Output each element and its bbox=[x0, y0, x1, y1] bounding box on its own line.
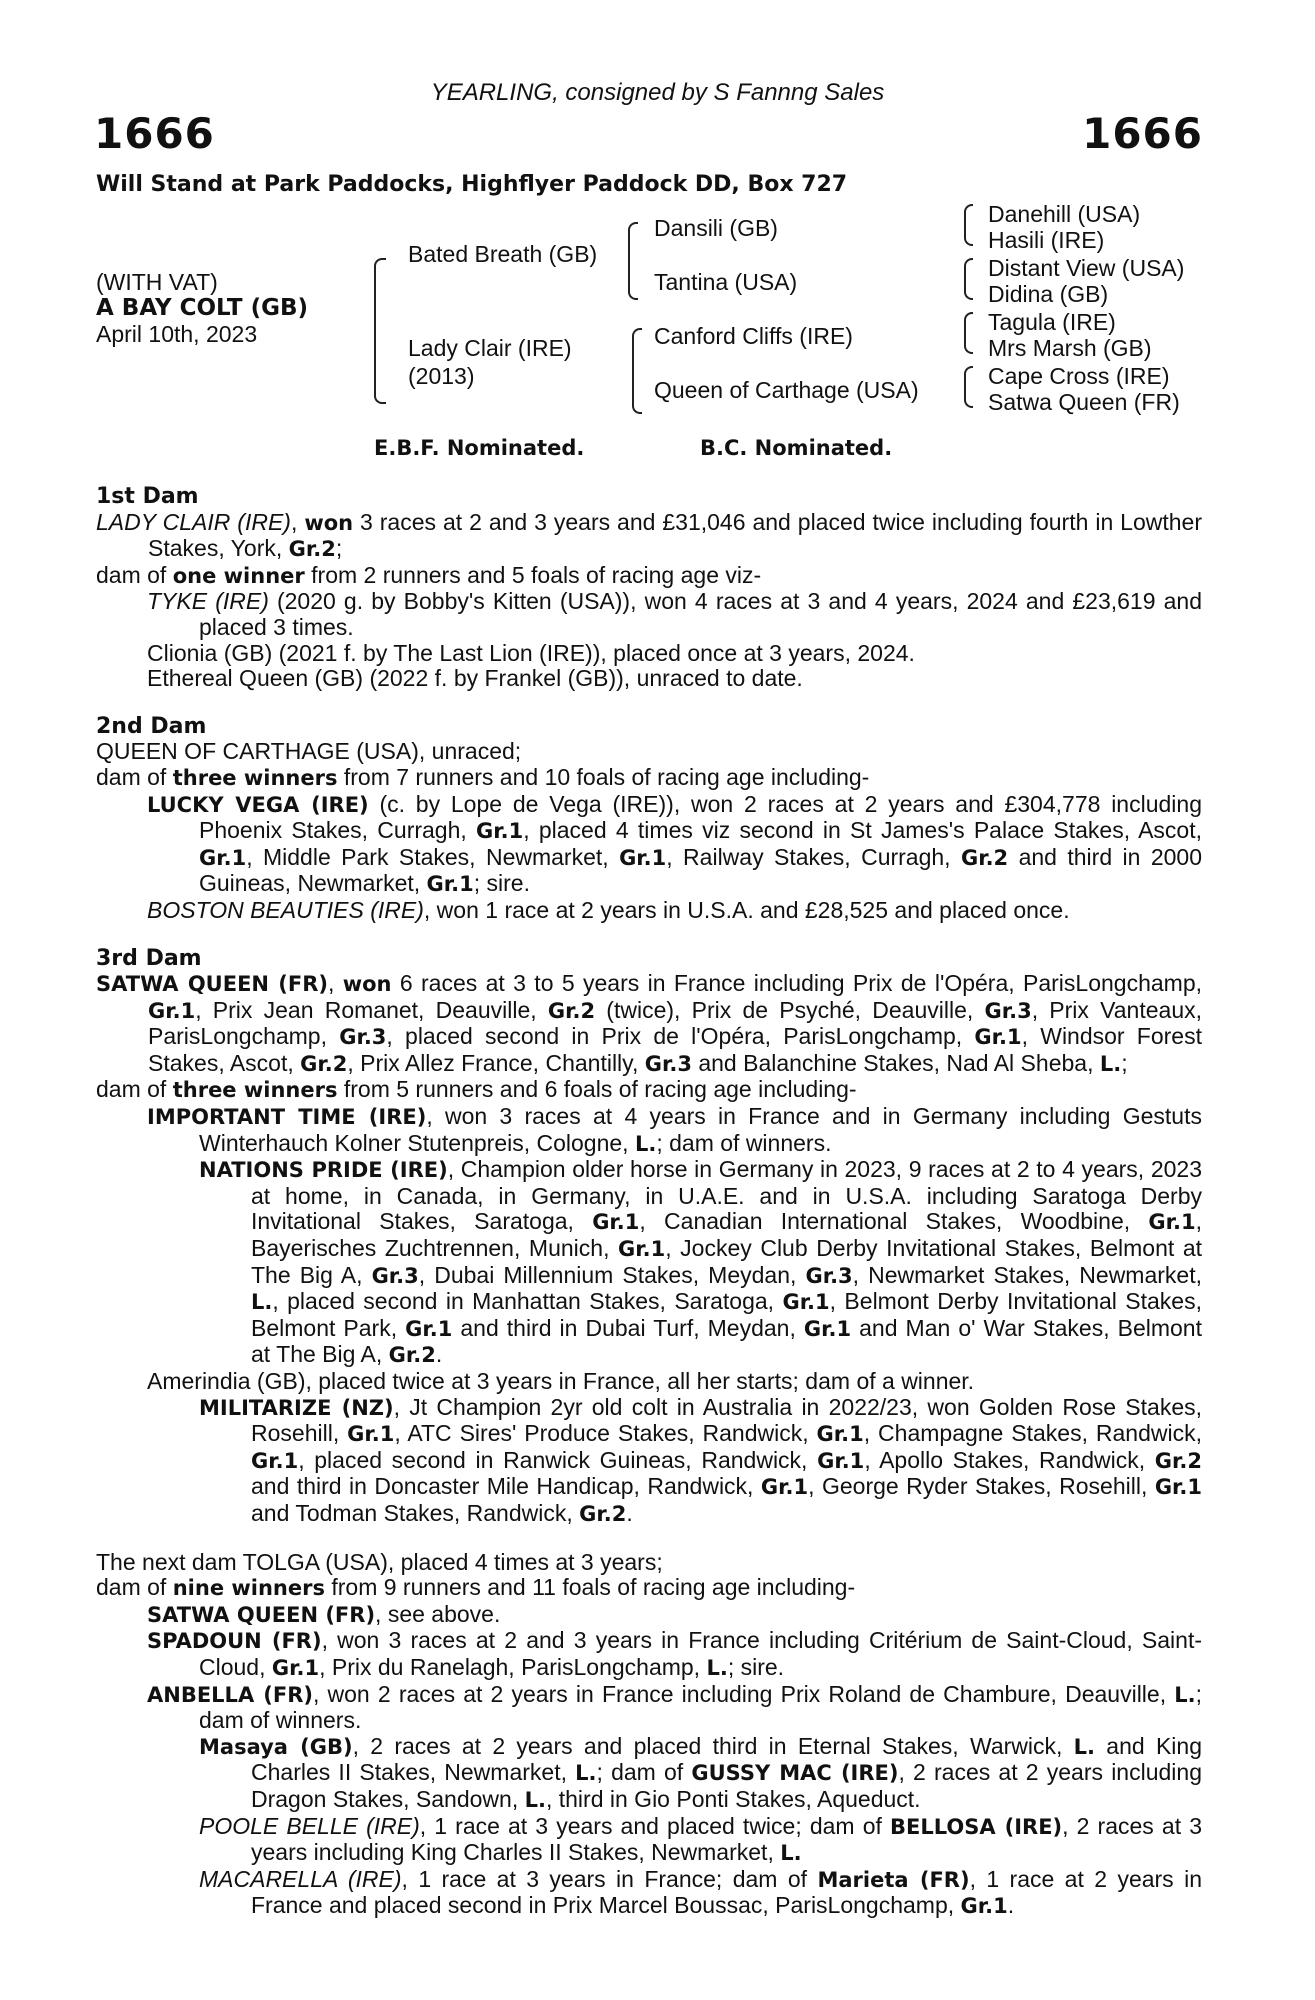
next-dam-produce-summary: dam of nine winners from 9 runners and 11 foals of racing age including- bbox=[96, 1574, 856, 1601]
produce-spadoun: SPADOUN (FR), won 3 races at 2 and 3 years in France including Critérium de Saint-Cloud, Saint-Cloud, Gr.1, Prix du Ranelagh, ParisLongchamp, L.; sire. bbox=[147, 1627, 1202, 1680]
first-dam-heading: 1st Dam bbox=[96, 484, 199, 509]
pedigree-dam-year: (2013) bbox=[408, 363, 475, 389]
horse-name: A BAY COLT (GB) bbox=[96, 295, 309, 321]
second-dam-record: QUEEN OF CARTHAGE (USA), unraced; bbox=[96, 738, 522, 765]
pedigree-sire: Bated Breath (GB) bbox=[408, 241, 598, 267]
produce-militarize: MILITARIZE (NZ), Jt Champion 2yr old colt in Australia in 2022/23, won Golden Rose Stakes, Rosehill, Gr.1, ATC Sires' Produce Stakes, Randwick, Gr.1, Champagne Stakes, Randwick, Gr.1, placed second in Ranwick Guineas, Randwick, Gr.1, Apollo Stakes, Randwick, Gr.2 and third in Doncaster Mile Handicap, Randwick, Gr.1, George Ryder Stakes, Rosehill, Gr.1 and Todman Stakes, Randwick, Gr.2. bbox=[199, 1393, 1203, 1526]
produce-masaya: Masaya (GB), 2 races at 2 years and placed third in Eternal Stakes, Warwick, L. and King Charles II Stakes, Newmarket, L.; dam of GUSSY MAC (IRE), 2 races at 2 years including Dragon Stakes, Sandown, L., third in Gio Ponti Stakes, Aqueduct. bbox=[199, 1732, 1202, 1812]
produce-ethereal-queen: Ethereal Queen (GB) (2022 f. by Frankel (GB)), unraced to date. bbox=[147, 665, 803, 692]
lot-number-left: 1666 bbox=[94, 109, 215, 158]
pedigree-dam-dam: Queen of Carthage (USA) bbox=[654, 377, 919, 403]
brace-g4 bbox=[964, 366, 973, 408]
second-dam-produce-summary: dam of three winners from 7 runners and 10 foals of racing age including- bbox=[96, 763, 870, 790]
produce-nations-pride: NATIONS PRIDE (IRE), Champion older horse in Germany in 2023, 9 races at 2 to 4 years, 2023 at home, in Canada, in Germany, in U.A.E. and in U.S.A. including Saratoga Derby Invitational Stakes, Saratoga, Gr.1, Canadian International Stakes, Woodbine, Gr.1, Bayerisches Zuchtrennen, Munich, Gr.1, Jockey Club Derby Invitational Stakes, Belmont at The Big A, Gr.3, Dubai Millennium Stakes, Meydan, Gr.3, Newmarket Stakes, Newmarket, L., placed second in Manhattan Stakes, Saratoga, Gr.1, Belmont Derby Invitational Stakes, Belmont Park, Gr.1 and third in Dubai Turf, Meydan, Gr.1 and Man o' War Stakes, Belmont at The Big A, Gr.2. bbox=[199, 1156, 1203, 1368]
pedigree-sdd: Didina (GB) bbox=[988, 281, 1109, 307]
produce-macarella: MACARELLA (IRE), 1 race at 3 years in France; dam of Marieta (FR), 1 race at 2 years in France and placed second in Prix Marcel Boussac, ParisLongchamp, Gr.1. bbox=[199, 1865, 1202, 1919]
brace-g2 bbox=[964, 258, 973, 300]
third-dam-produce-summary: dam of three winners from 5 runners and 6 foals of racing age including- bbox=[96, 1076, 857, 1103]
pedigree-sire-dam: Tantina (USA) bbox=[654, 269, 798, 295]
bc-nomination: B.C. Nominated. bbox=[700, 436, 893, 460]
ebf-nomination: E.B.F. Nominated. bbox=[374, 436, 585, 460]
pedigree-sss: Danehill (USA) bbox=[988, 201, 1141, 227]
lot-number-right: 1666 bbox=[1082, 109, 1203, 158]
vat-note: (WITH VAT) bbox=[96, 269, 218, 295]
second-dam-heading: 2nd Dam bbox=[96, 713, 207, 739]
produce-satwa-queen: SATWA QUEEN (FR), see above. bbox=[147, 1600, 501, 1627]
pedigree-ddd: Satwa Queen (FR) bbox=[988, 389, 1180, 415]
pedigree-dam: Lady Clair (IRE) bbox=[408, 335, 572, 361]
produce-clionia: Clionia (GB) (2021 f. by The Last Lion (IRE)), placed once at 3 years, 2024. bbox=[147, 639, 915, 666]
first-dam-record: LADY CLAIR (IRE), won 3 races at 2 and 3 years and £31,046 and placed twice including fourth in Lowther Stakes, York, Gr.2; bbox=[96, 508, 1202, 562]
pedigree-dam-sire: Canford Cliffs (IRE) bbox=[654, 323, 853, 349]
catalogue-body bbox=[96, 484, 1202, 1920]
pedigree-dss: Tagula (IRE) bbox=[988, 309, 1116, 335]
brace-dam-parents bbox=[632, 328, 642, 414]
pedigree-sire-sire: Dansili (GB) bbox=[654, 215, 778, 241]
pedigree-ssd: Hasili (IRE) bbox=[988, 227, 1105, 253]
pedigree-sds: Distant View (USA) bbox=[988, 255, 1185, 281]
first-dam-produce-summary: dam of one winner from 2 runners and 5 foals of racing age viz- bbox=[96, 561, 762, 588]
brace-sire-parents bbox=[628, 222, 638, 300]
stabling-location: Will Stand at Park Paddocks, Highflyer Paddock DD, Box 727 bbox=[96, 172, 848, 197]
produce-important-time: IMPORTANT TIME (IRE), won 3 races at 4 years in France and in Germany including Gestuts Winterhauch Kolner Stutenpreis, Cologne, L.; dam of winners. bbox=[147, 1103, 1202, 1156]
brace-g3 bbox=[964, 312, 973, 354]
next-dam-record: The next dam TOLGA (USA), placed 4 times at 3 years; bbox=[96, 1548, 663, 1575]
produce-lucky-vega: LUCKY VEGA (IRE) (c. by Lope de Vega (IRE)), won 2 races at 2 years and £304,778 including Phoenix Stakes, Curragh, Gr.1, placed 4 times viz second in St James's Palace Stakes, Ascot, Gr.1, Middle Park Stakes, Newmarket, Gr.1, Railway Stakes, Curragh, Gr.2 and third in 2000 Guineas, Newmarket, Gr.1; sire. bbox=[147, 790, 1202, 897]
consignment-subtitle: YEARLING, consigned by S Fannng Sales bbox=[430, 79, 885, 106]
brace-g1 bbox=[964, 204, 973, 246]
brace-sire-dam bbox=[374, 258, 386, 404]
foaling-date: April 10th, 2023 bbox=[96, 321, 258, 347]
third-dam-record: SATWA QUEEN (FR), won 6 races at 3 to 5 years in France including Prix de l'Opéra, ParisLongchamp, Gr.1, Prix Jean Romanet, Deauville, Gr.2 (twice), Prix de Psyché, Deauville, Gr.3, Prix Vanteaux, ParisLongchamp, Gr.3, placed second in Prix de l'Opéra, ParisLongchamp, Gr.1, Windsor Forest Stakes, Ascot, Gr.2, Prix Allez France, Chantilly, Gr.3 and Balanchine Stakes, Nad Al Sheba, L.; bbox=[96, 970, 1203, 1076]
third-dam-heading: 3rd Dam bbox=[96, 945, 202, 971]
produce-boston-beauties: BOSTON BEAUTIES (IRE), won 1 race at 2 years in U.S.A. and £28,525 and placed once. bbox=[147, 896, 1070, 923]
produce-anbella: ANBELLA (FR), won 2 races at 2 years in France including Prix Roland de Chambure, Deauville, L.; dam of winners. bbox=[147, 1680, 1202, 1734]
produce-tyke: TYKE (IRE) (2020 g. by Bobby's Kitten (USA)), won 4 races at 3 and 4 years, 2024 and £23,619 and placed 3 times. bbox=[147, 588, 1203, 640]
produce-poole-belle: POOLE BELLE (IRE), 1 race at 3 years and placed twice; dam of BELLOSA (IRE), 2 races at 3 years including King Charles II Stakes, Newmarket, L. bbox=[199, 1812, 1202, 1866]
pedigree-dsd: Mrs Marsh (GB) bbox=[988, 335, 1152, 361]
produce-amerindia: Amerindia (GB), placed twice at 3 years in France, all her starts; dam of a winner. bbox=[147, 1368, 975, 1394]
pedigree-dds: Cape Cross (IRE) bbox=[988, 363, 1170, 389]
